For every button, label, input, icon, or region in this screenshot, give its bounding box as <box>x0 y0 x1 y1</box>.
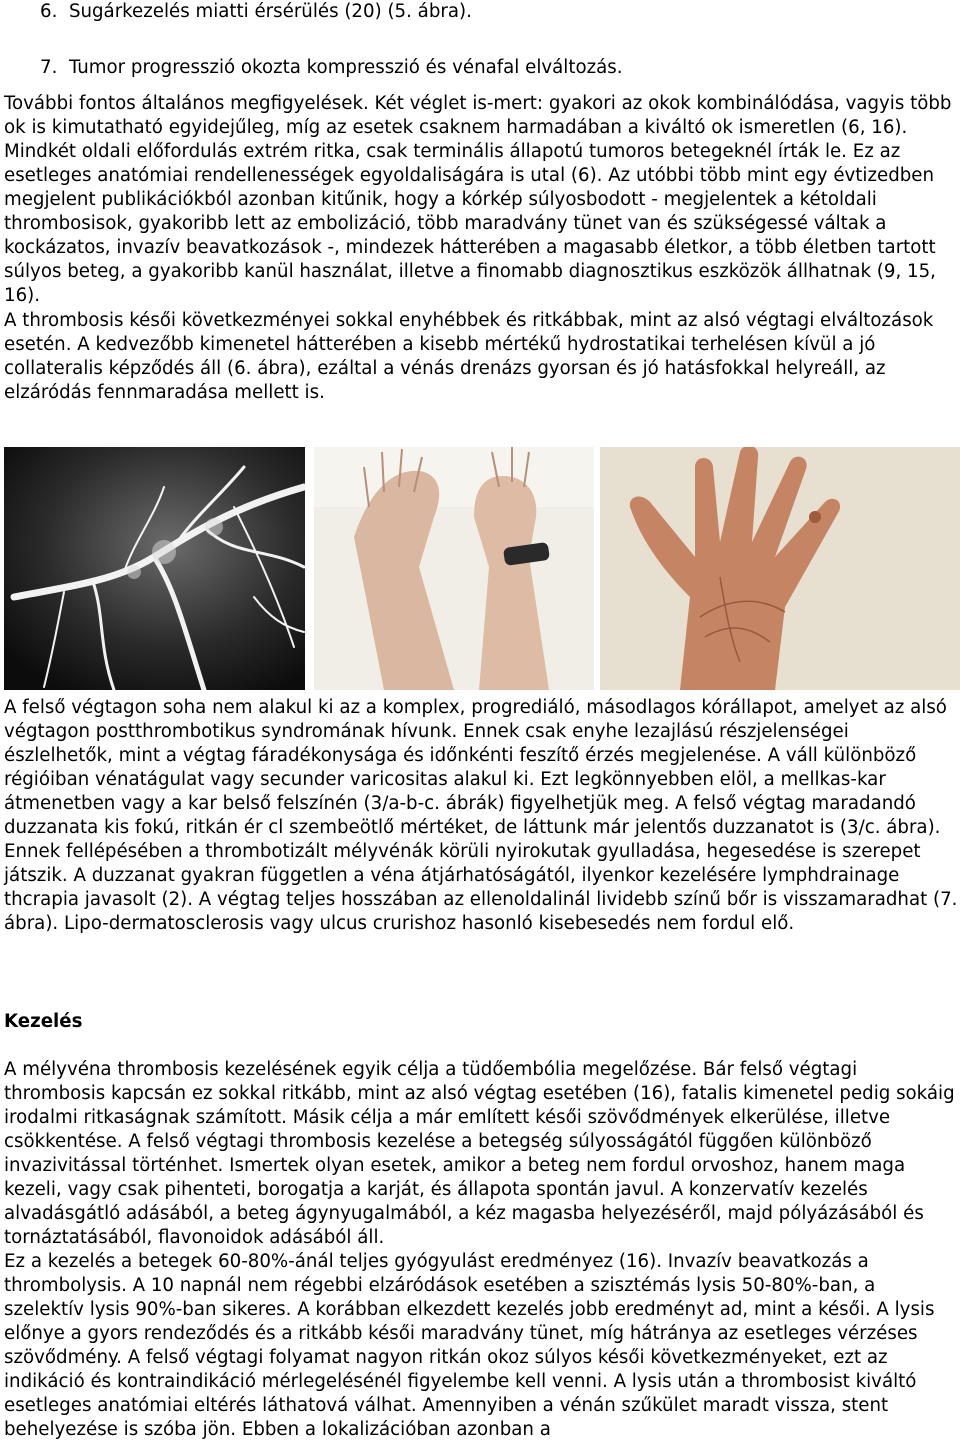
xray-venogram-image <box>4 447 305 690</box>
list-text: Sugárkezelés miatti érsérülés (20) (5. ábra). <box>68 1 472 22</box>
paragraph-upper-limb-sequelae: A felső végtagon soha nem alakul ki az a komplex, progrediáló, másodlagos kórállapot, amelyet az alsó végtagon postthrombotikus syndromának hívunk. Ennek csak enyhe lezajlású részjelenségei észlelhetők, mint a végtag fáradékonysága és időnkénti feszítő érzés megjelenése. A váll különböző régióiban vénatágulat vagy secunder varicositas alakul ki. Ezt legkönnyebben elöl, a mellkas-kar átmenetben vagy a kar belső felszínén (3/a-b-c. ábrák) figyelhetjük meg. A felső végtag maradandó duzzanata kis fokú, ritkán ér cl szembeötlő mértéket, de láttunk már jelentős duzzanatot is (3/c. ábra). Ennek fellépésében a thrombotizált mélyvénák körüli nyirokutak gyulladása, hegesedése is szerepet játszik. A duzzanat gyakran független a véna átjárhatóságától, ilyenkor kezelésére lymphdrainage thcrapia javasolt (2). A végtag teljes hosszában az ellenoldalinál lividebb színű bőr is visszamaradhat (7. ábra). Lipo-dermatosclerosis vagy ulcus crurishoz hasonló kisebesedés nem fordul elő. <box>4 697 958 934</box>
list-item <box>40 56 623 80</box>
paragraph-treatment-goals: A mélyvéna thrombosis kezelésének egyik célja a tüdőembólia megelőzése. Bár felső végtagi thrombosis kapcsán ez sokkal ritkább, mint az alsó végtag esetében (16), fatalis kimenetel pedig sokáig irodalmi ritkaságnak számított. Másik célja a már említett késői szövődmények elkerülése, illetve csökkentése. A felső végtagi thrombosis kezelése a betegség súlyosságától függően különböző invazivitással történhet. Ismertek olyan esetek, amikor a beteg nem fordul orvoshoz, hanem maga kezeli, vagy csak pihenteti, borogatja a karját, és állapota spontán javul. A konzervatív kezelés alvadásgátló adásából, a beteg ágynyugalmából, a kéz magasba helyezéséről, majd pólyázásából és tornáztatásából, flavonoidok adásából áll. <box>4 1059 955 1248</box>
figure-row <box>4 447 960 690</box>
list-text: Tumor progresszió okozta kompresszió és vénafal elváltozás. <box>68 57 623 78</box>
paragraph-general-observations: További fontos általános megfigyelések. Két véglet is-mert: gyakori az okok kombinálódása, vagyis több ok is kimutatható egyidejűleg, míg az esetek csaknem harmadában a kiváltó ok ismeretlen (6, 16). Mindkét oldali előfordulás extrém ritka, csak terminális állapotú tumoros betegeknél írták le. Ez az esetleges anatómiai rendellenességek egyoldaliságára is utal (6). Az utóbbi több mint egy évtizedben megjelent publikációkból azonban kitűnik, hogy a kórkép súlyosbodott - megjelentek a kétoldali thrombosisok, gyakoribb lett az embolizáció, több maradvány tünet van és szükségessé váltak a kockázatos, invazív beavatkozások -, mindezek hátterében a magasabb életkor, a több életben tartott súlyos beteg, a gyakoribb kanül használat, illetve a finomabb diagnosztikus eszközök állhatnak (9, 15, 16). <box>4 93 952 306</box>
paragraph-treatment-results: Ez a kezelés a betegek 60-80%-ánál teljes gyógyulást eredményez (16). Invazív beavatkozás a thrombolysis. A 10 napnál nem régebbi elzáródások esetében a szisztémás lysis 50-80%-ban, a szelektív lysis 90%-ban sikeres. A korábban elkezdett kezelés jobb eredményt ad, mint a késői. A lysis előnye a gyors rendeződés és a ritkább késői maradvány tünet, míg hátránya az esetleges vérzéses szövődmény. A felső végtagi folyamat nagyon ritkán okoz súlyos késői következményeket, ezt az indikáció és kontraindikáció mérlegelésénél figyelembe kell venni. A lysis után a thrombosist kiváltó esetleges anatómiai eltérés láthatová válhat. Amennyiben a vénán szűkület maradt vissza, stent behelyezése is szóba jön. Ebben a lokalizációban azonban a <box>4 1251 935 1440</box>
list-item <box>40 0 472 24</box>
arms-photo-image <box>314 447 594 690</box>
list-number: 6. <box>40 1 58 22</box>
list-number: 7. <box>40 57 58 78</box>
paragraph-late-consequences: A thrombosis késői következményei sokkal enyhébbek és ritkábbak, mint az alsó végtagi elváltozások esetén. A kedvezőbb kimenetel hátterében a kisebb mértékű hydrostatikai terhelésen kívül a jó collateralis képződés áll (6. ábra), ezáltal a vénás drenázs gyorsan és jó hatásfokkal helyreáll, az elzáródás fennmaradása mellett is. <box>4 310 934 403</box>
section-heading-treatment: Kezelés <box>4 1011 83 1032</box>
hand-photo-image <box>600 447 960 690</box>
